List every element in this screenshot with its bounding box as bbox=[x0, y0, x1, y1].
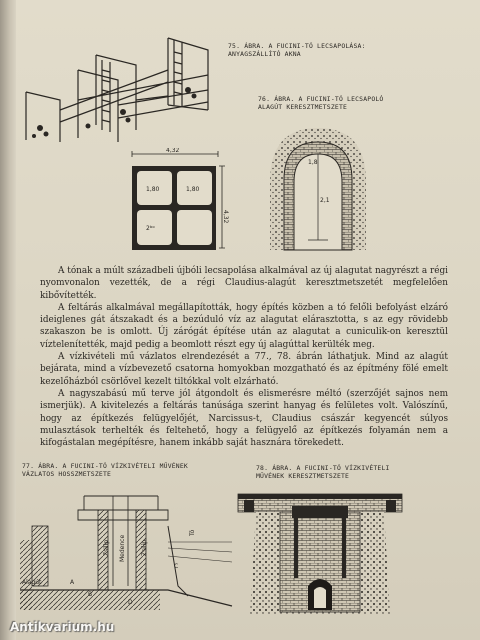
figure-76-tunnel-section bbox=[268, 122, 368, 252]
book-spine-shadow bbox=[0, 0, 16, 640]
label-b: B bbox=[88, 591, 93, 598]
label-medence: Medence bbox=[119, 534, 126, 562]
label-zsilip-2: Zsilip bbox=[141, 539, 148, 556]
watermark-text: Antikvarium.hu bbox=[10, 620, 115, 634]
paragraph: A vízkivételi mű vázlatos elrendezését a 77., 78. ábrán láthatjuk. Mind az alagút bejárata, mind a vízbevezető csatorna homyokban mozgatható és az építmény fölé emelt kezelőházból csörlővel kezelt tiltókkal volt elzárható. bbox=[40, 352, 448, 387]
caption-fig-76: 76. ÁBRA. A FUCINI-TÓ LECSAPOLÓ ALAGÚT KERESZTMETSZETE bbox=[258, 95, 384, 112]
figure-77-longitudinal-section bbox=[18, 486, 240, 614]
body-text bbox=[40, 265, 448, 449]
label-cell-tl: 1,80 bbox=[146, 186, 160, 193]
caption-fig-75: 75. ÁBRA. A FUCINI-TÓ LECSAPOLÁSA: ANYAGSZÁLLÍTÓ AKNA bbox=[228, 42, 366, 59]
label-cell-bl: 2ᵇᵒ bbox=[146, 225, 155, 232]
label-tunnel-height: 2,1 bbox=[320, 197, 330, 204]
label-tunnel-width: 1,8 bbox=[308, 159, 318, 166]
label-width: 4,32 bbox=[166, 148, 180, 154]
label-d: D bbox=[128, 599, 133, 606]
label-zsilip-1: Zsilip bbox=[103, 539, 110, 556]
figure-78-intake-cross-section bbox=[234, 488, 406, 618]
label-to: Tó bbox=[189, 529, 196, 536]
label-height: 4,32 bbox=[222, 210, 229, 224]
label-c: C bbox=[174, 563, 179, 570]
label-cell-tr: 1,80 bbox=[186, 186, 200, 193]
caption-fig-77: 77. ÁBRA. A FUCINI-TÓ VÍZKIVÉTELI MŰVÉNEK VÁZLATOS HOSSZMETSZETE bbox=[22, 462, 188, 479]
paragraph: A tónak a múlt századbeli újbóli lecsapolása alkalmával az új alagutat nagyrészt a régi nyomvonalon vezették, de a régi Claudius-alagút keresztmetszetét megfelelően kibővítették. bbox=[40, 266, 448, 301]
label-a: A bbox=[70, 579, 75, 586]
label-alagut: Alagút bbox=[22, 579, 42, 586]
paragraph: A nagyszabású mű terve jól átgondolt és elismerésre méltó (szerzőjét sajnos nem ismerjük). A kivitelezés a feltárás tanúsága szerint hanyag és felületes volt. Valószínű, hogy az építkezés felügyelőjét, Narcissus-t, Claudius császár kegyencét súlyos mulasztások terhelték és feltehető, hogy a felügyelő az építkezés folyamán nem a kifogástalan megépítésre, hanem inkább saját hasznára törekedett. bbox=[40, 388, 448, 449]
caption-fig-78: 78. ÁBRA. A FUCINI-TÓ VÍZKIVÉTELI MŰVÉNEK KERESZTMETSZETE bbox=[256, 464, 390, 481]
paragraph: A feltárás alkalmával megállapították, hogy építés közben a tó felőli befolyást elzáró ideiglenes gát átszakadt és a bezúduló víz az alagutat elárasztotta, s az egy rövidebb szakaszon be is omlott. Új zárógát építése után az alagutat a cuniculik-on keresztül víztelenítették, majd pedig a beomlott részt egy új alagúttal kerülték meg. bbox=[40, 302, 448, 350]
figure-75-shaft-cross-section bbox=[118, 148, 230, 254]
figure-75-shaft-sketch bbox=[18, 30, 218, 145]
